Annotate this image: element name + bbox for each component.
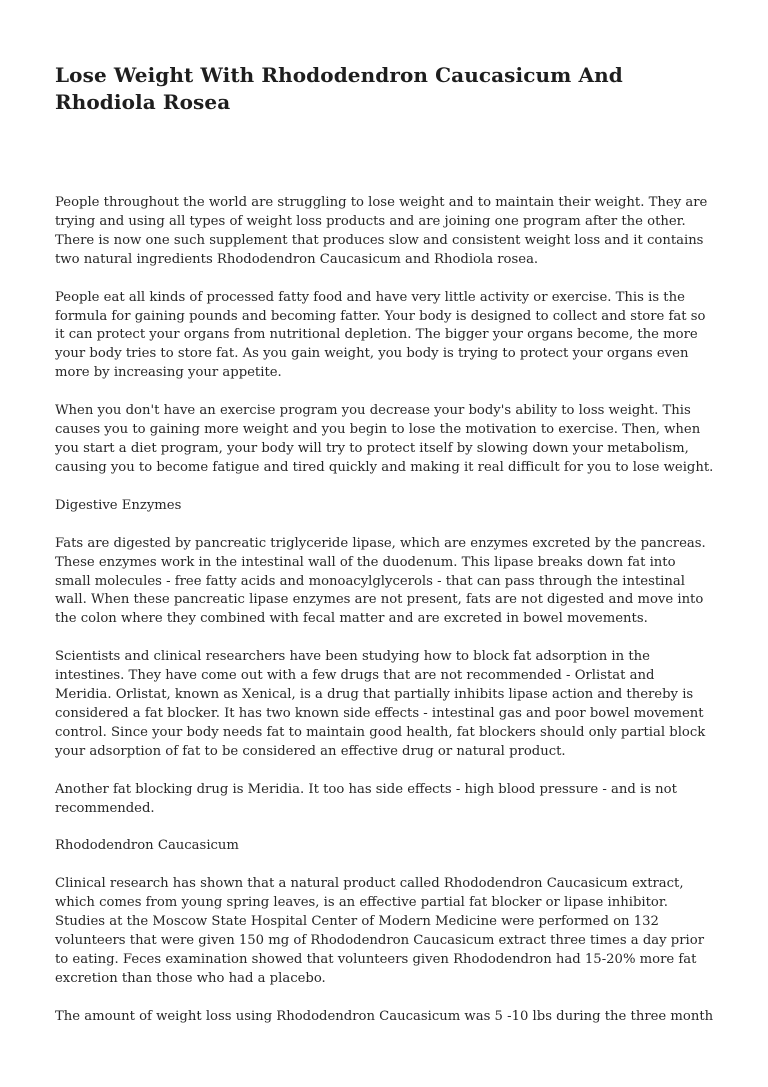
paragraph-weight-loss-amount: The amount of weight loss using Rhododendron Caucasicum was 5 -10 lbs during the three month: [55, 1008, 714, 1024]
paragraph-clinical-research: Clinical research has shown that a natural product called Rhododendron Caucasicum extract, which comes from young spring leaves, is an effective partial fat blocker or lipase inhibitor. Studies at the Moscow State Hospital Center of Modern Medicine were performed on 132 volunteers that were given 150 mg of Rhododendron Caucasicum extract three times a day prior to eating. Feces examination showed that volunteers given Rhododendron had 15-20% more fat excretion than those who had a placebo.: [55, 876, 705, 986]
paragraph-fat-blockers: Scientists and clinical researchers have been studying how to block fat adsorption in the intestines. They have come out with a few drugs that are not recommended - Orlistat and Meridia. Orlistat, known as Xenical, is a drug that partially inhibits lipase action and thereby is considered a fat blocker. It has two known side effects - intestinal gas and poor bowel movement control. Since your body needs fat to maintain good health, fat blockers should only partial block your adsorption of fat to be considered an effective drug or natural product.: [55, 649, 706, 759]
paragraph-lipase: Fats are digested by pancreatic triglyceride lipase, which are enzymes excreted by the pancreas. These enzymes work in the intestinal wall of the duodenum. This lipase breaks down fat into small molecules - free fatty acids and monoacylglycerols - that can pass through the intestinal wall. When these pancreatic lipase enzymes are not present, fats are not digested and move into the colon where they combined with fecal matter and are excreted in bowel movements.: [55, 535, 706, 627]
paragraph-meridia: Another fat blocking drug is Meridia. It too has side effects - high blood pressure - and is not recommended.: [55, 781, 677, 816]
document-page: [55, 62, 715, 1046]
section-heading-digestive-enzymes: Digestive Enzymes: [55, 497, 182, 513]
document-title: Lose Weight With Rhododendron Caucasicum And Rhodiola Rosea: [55, 63, 623, 114]
paragraph-exercise: When you don't have an exercise program you decrease your body's ability to loss weight. This causes you to gaining more weight and you begin to lose the motivation to exercise. Then, when you start a diet program, your body will try to protect itself by slowing down your metabolism, causing you to become fatigue and tired quickly and making it real difficult for you to lose weight.: [55, 403, 714, 475]
paragraph-intro: People throughout the world are struggling to lose weight and to maintain their weight. They are trying and using all types of weight loss products and are joining one program after the other. There is now one such supplement that produces slow and consistent weight loss and it contains two natural ingredients Rhododendron Caucasicum and Rhodiola rosea.: [55, 195, 708, 267]
section-heading-rhododendron: Rhododendron Caucasicum: [55, 838, 239, 854]
paragraph-processed-food: People eat all kinds of processed fatty food and have very little activity or exercise. This is the formula for gaining pounds and becoming fatter. Your body is designed to collect and store fat so it can protect your organs from nutritional depletion. The bigger your organs become, the more your body tries to store fat. As you gain weight, you body is trying to protect your organs even more by increasing your appetite.: [55, 289, 706, 381]
